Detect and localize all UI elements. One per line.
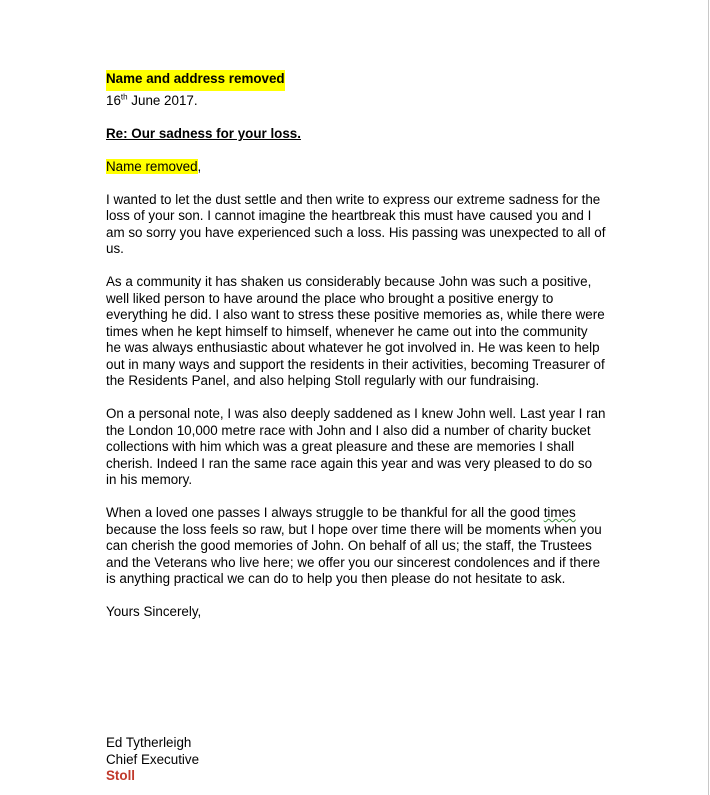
paragraph-4-start: When a loved one passes I always struggle to be thankful for all the good bbox=[106, 505, 544, 520]
subject-line: Re: Our sadness for your loss. bbox=[106, 126, 301, 141]
organisation-name: Stoll bbox=[106, 768, 136, 783]
date-day: 16 bbox=[106, 92, 121, 108]
page-edge bbox=[708, 0, 709, 795]
closing: Yours Sincerely, bbox=[106, 604, 202, 619]
salutation bbox=[106, 159, 606, 176]
signature-block bbox=[106, 735, 199, 785]
paragraph-2: As a community it has shaken us considerably because John was such a positive, well liked person to have around the place who brought a positive energy to everything he did. I also want to stress these positive memories as, while there were times when he kept himself to himself, whenever he came out into the community he was always enthusiastic about whatever he got involved in. He was keen to help out in many ways and support the residents in their activities, becoming Treasurer of the Residents Panel, and also helping Stoll regularly with our fundraising. bbox=[106, 274, 605, 388]
paragraph-4-end: because the loss feels so raw, but I hope over time there will be moments when you can cherish the good memories of John. On behalf of all us; the staff, the Trustees and the Veterans who live here; we offer you our sincerest condolences and if there is anything practical we can do to help you then please do not hesitate to ask. bbox=[106, 521, 602, 586]
addressee-redacted: Name and address removed bbox=[106, 70, 285, 91]
salutation-punctuation: , bbox=[197, 158, 202, 174]
date-rest: June 2017. bbox=[127, 92, 198, 108]
letter-body bbox=[106, 70, 606, 621]
signatory-title: Chief Executive bbox=[106, 751, 200, 767]
paragraph-3: On a personal note, I was also deeply saddened as I knew John well. Last year I ran the London 10,000 metre race with John and I also did a number of charity bucket collections with him which was a great pleasure and these are memories I shall cherish. Indeed I ran the same race again this year and was very pleased to do so in his memory. bbox=[106, 406, 606, 487]
date-suffix: th bbox=[120, 92, 128, 102]
signatory-name: Ed Tytherleigh bbox=[106, 735, 192, 750]
salutation-name-redacted: Name removed bbox=[106, 158, 198, 174]
addressee-block bbox=[106, 70, 606, 93]
paragraph-1: I wanted to let the dust settle and then write to express our extreme sadness for the loss of your son. I cannot imagine the heartbreak this must have caused you and I am so sorry you have experienced such a loss. His passing was unexpected to all of us. bbox=[106, 191, 606, 256]
paragraph-4 bbox=[106, 505, 606, 588]
spellcheck-flagged-word: times bbox=[543, 505, 576, 520]
letter-date bbox=[106, 93, 606, 110]
